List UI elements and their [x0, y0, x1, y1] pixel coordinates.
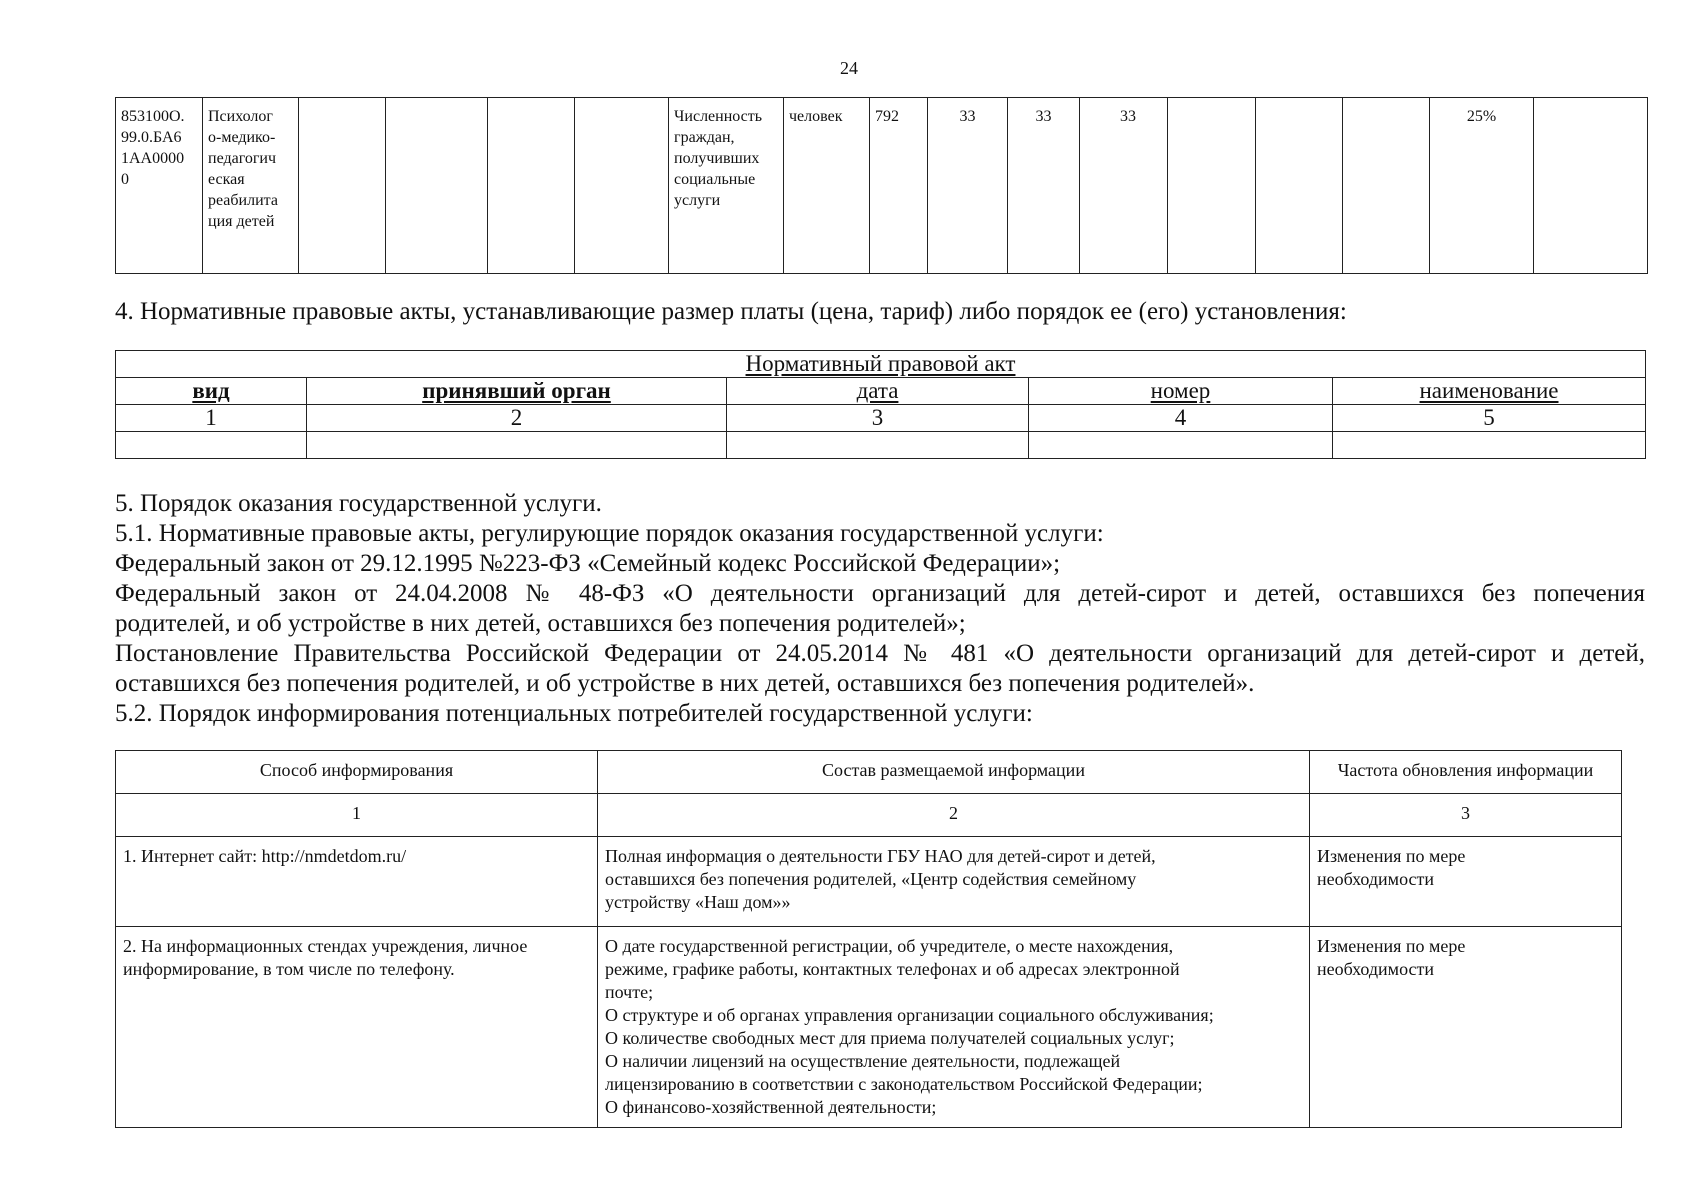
- empty-cell: [1534, 98, 1648, 274]
- column-number: 3: [1310, 794, 1622, 837]
- column-header: номер: [1029, 378, 1333, 405]
- section5-1-heading: 5.1. Нормативные правовые акты, регулирующие порядок оказания государственной услуги:: [115, 520, 1104, 547]
- frequency-cell: Изменения по мере необходимости: [1310, 837, 1622, 927]
- content-cell: Полная информация о деятельности ГБУ НАО для детей-сирот и детей, оставшихся без попечения родителей, «Центр содействия семейному устройству «Наш дом»»: [598, 837, 1310, 927]
- column-header: Частота обновления информации: [1310, 751, 1622, 794]
- column-header: принявший орган: [307, 378, 727, 405]
- empty-cell: [116, 432, 307, 459]
- column-number: 4: [1029, 405, 1333, 432]
- column-number: 5: [1333, 405, 1646, 432]
- table-row: [116, 794, 1622, 837]
- method-cell: 2. На информационных стендах учреждения, личное информирование, в том числе по телефону.: [116, 927, 598, 1128]
- value-cell: 33: [1008, 98, 1080, 274]
- column-header: дата: [727, 378, 1029, 405]
- table-row: [116, 927, 1622, 1128]
- law-2-line-1: Федеральный закон от 24.04.2008 № 48-ФЗ «О деятельности организаций для детей-сирот и детей, оставшихся без попечения: [115, 580, 1645, 607]
- section4-heading: 4. Нормативные правовые акты, устанавливающие размер платы (цена, тариф) либо порядок ее (его) установления:: [115, 298, 1347, 325]
- unit-cell: человек: [784, 98, 870, 274]
- empty-cell: [727, 432, 1029, 459]
- informing-table: [115, 750, 1622, 1128]
- empty-cell: [1333, 432, 1646, 459]
- column-number: 1: [116, 405, 307, 432]
- method-cell: 1. Интернет сайт: http://nmdetdom.ru/: [116, 837, 598, 927]
- legal-acts-table: [115, 350, 1646, 459]
- column-number: 2: [307, 405, 727, 432]
- law-2-line-2: родителей, и об устройстве в них детей, оставшихся без попечения родителей»;: [115, 610, 966, 637]
- table-row: [116, 837, 1622, 927]
- frequency-cell: Изменения по мере необходимости: [1310, 927, 1622, 1128]
- law-3-line-2: оставшихся без попечения родителей, и об устройстве в них детей, оставшихся без попечения родителей».: [115, 670, 1255, 697]
- empty-cell: [488, 98, 575, 274]
- empty-cell: [1029, 432, 1333, 459]
- section5-2-heading: 5.2. Порядок информирования потенциальных потребителей государственной услуги:: [115, 700, 1033, 727]
- column-header: наименование: [1333, 378, 1646, 405]
- table-header-row: [116, 378, 1646, 405]
- law-3-line-1: Постановление Правительства Российской Федерации от 24.05.2014 № 481 «О деятельности организаций для детей-сирот и детей,: [115, 640, 1645, 667]
- empty-cell: [575, 98, 669, 274]
- table-title: Нормативный правовой акт: [116, 351, 1646, 378]
- section5-heading: 5. Порядок оказания государственной услуги.: [115, 490, 602, 517]
- empty-cell: [1168, 98, 1256, 274]
- deviation-cell: 25%: [1430, 98, 1534, 274]
- section5: [115, 489, 1645, 729]
- column-number: 1: [116, 794, 598, 837]
- table-row: [116, 432, 1646, 459]
- page-number: 24: [840, 58, 858, 78]
- indicator-name-cell: Численность граждан, получивших социальные услуги: [669, 98, 784, 274]
- service-name-cell: Психолог о-медико- педагогич еская реабилита ция детей: [203, 98, 299, 274]
- empty-cell: [299, 98, 386, 274]
- content-cell: О дате государственной регистрации, об учредителе, о месте нахождения, режиме, графике работы, контактных телефонах и об адресах электронной почте; О структуре и об органах управления организации социального обслуживания; О количестве свободных мест для приема получателей социальных услуг; О наличии лицензий на осуществление деятельности, подлежащей лицензированию в соответствии с законодательством Российской Федерации; О финансово-хозяйственной деятельности;: [598, 927, 1310, 1128]
- table-row: [116, 98, 1648, 274]
- table-header-row: [116, 751, 1622, 794]
- empty-cell: [386, 98, 488, 274]
- indicators-table: [115, 97, 1648, 274]
- column-number: 2: [598, 794, 1310, 837]
- okei-cell: 792: [870, 98, 928, 274]
- column-number: 3: [727, 405, 1029, 432]
- empty-cell: [1343, 98, 1430, 274]
- column-header: Способ информирования: [116, 751, 598, 794]
- empty-cell: [1256, 98, 1343, 274]
- table-title-row: [116, 351, 1646, 378]
- law-1: Федеральный закон от 29.12.1995 №223-ФЗ «Семейный кодекс Российской Федерации»;: [115, 550, 1061, 577]
- column-header: Состав размещаемой информации: [598, 751, 1310, 794]
- registry-code-cell: 853100О. 99.0.БА6 1АА0000 0: [116, 98, 203, 274]
- table-row: [116, 405, 1646, 432]
- column-header: вид: [116, 378, 307, 405]
- value-cell: 33: [928, 98, 1008, 274]
- value-cell: 33: [1080, 98, 1168, 274]
- empty-cell: [307, 432, 727, 459]
